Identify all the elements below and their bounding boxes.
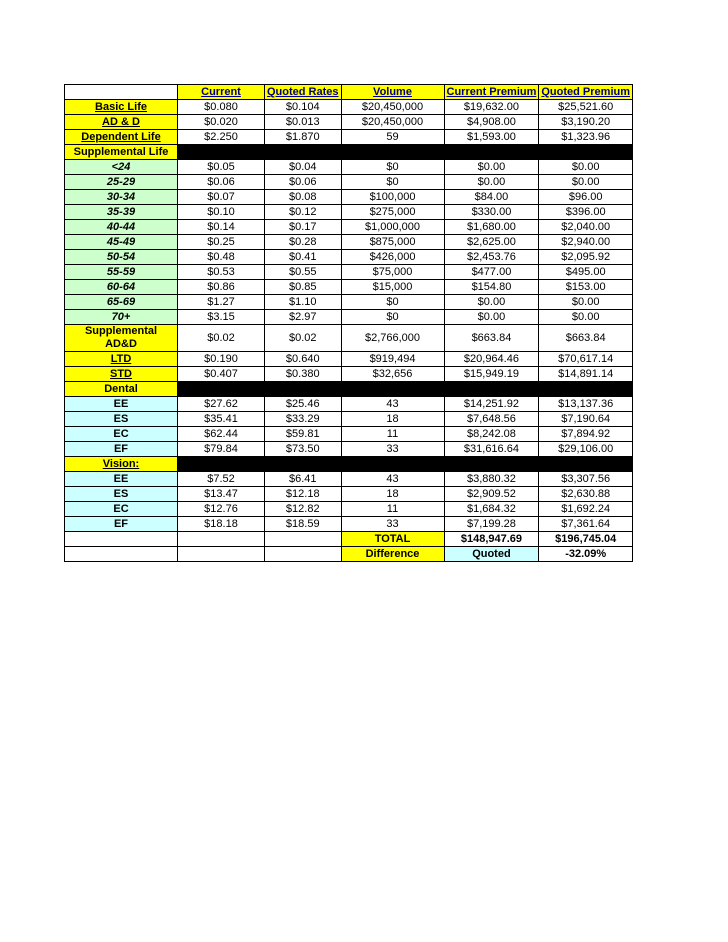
empty-cell	[65, 547, 178, 562]
row-label: ES	[65, 487, 178, 502]
rate-comparison-table	[64, 84, 633, 562]
section-bar	[178, 457, 633, 472]
quoted-rate: $33.29	[265, 412, 342, 427]
volume: $875,000	[341, 235, 444, 250]
row-label: STD	[65, 367, 178, 382]
current-rate: $7.52	[178, 472, 265, 487]
row-label: 40-44	[65, 220, 178, 235]
header-quoted-premium	[539, 85, 633, 100]
volume: 59	[341, 130, 444, 145]
difference-basis: Quoted	[444, 547, 539, 562]
quoted-premium: $0.00	[539, 295, 633, 310]
quoted-rate: $59.81	[265, 427, 342, 442]
current-rate: $0.05	[178, 160, 265, 175]
total-quoted-premium: $196,745.04	[539, 532, 633, 547]
volume: $0	[341, 310, 444, 325]
quoted-rate: $0.12	[265, 205, 342, 220]
quoted-rate: $0.17	[265, 220, 342, 235]
supplemental-life-row	[65, 250, 633, 265]
quoted-rate: $0.06	[265, 175, 342, 190]
section-bar	[178, 382, 633, 397]
disability-row	[65, 352, 633, 367]
section-label: Supplemental Life	[65, 145, 178, 160]
current-premium: $8,242.08	[444, 427, 539, 442]
row-label: EC	[65, 502, 178, 517]
current-premium: $1,684.32	[444, 502, 539, 517]
quoted-premium: $2,040.00	[539, 220, 633, 235]
vision-row	[65, 487, 633, 502]
quoted-premium: $153.00	[539, 280, 633, 295]
quoted-rate: $0.55	[265, 265, 342, 280]
empty-cell	[265, 547, 342, 562]
dental-row	[65, 412, 633, 427]
empty-cell	[265, 532, 342, 547]
header-row	[65, 85, 633, 100]
current-rate: $18.18	[178, 517, 265, 532]
supplemental-life-row	[65, 160, 633, 175]
dental-row	[65, 397, 633, 412]
current-premium: $4,908.00	[444, 115, 539, 130]
quoted-rate: $0.08	[265, 190, 342, 205]
current-premium: $3,880.32	[444, 472, 539, 487]
row-label: 45-49	[65, 235, 178, 250]
supplemental-life-row	[65, 295, 633, 310]
row-label	[65, 325, 178, 352]
quoted-premium: $7,190.64	[539, 412, 633, 427]
volume: 11	[341, 427, 444, 442]
header-quoted-rates-text: Quoted Rates	[267, 86, 339, 98]
row-label: EE	[65, 472, 178, 487]
header-current-premium-text: Current Premium	[446, 86, 537, 98]
current-rate: $0.06	[178, 175, 265, 190]
current-premium: $14,251.92	[444, 397, 539, 412]
supp-add-label-line2: AD&D	[105, 338, 137, 350]
volume: $0	[341, 295, 444, 310]
volume: 43	[341, 472, 444, 487]
quoted-rate: $0.28	[265, 235, 342, 250]
quoted-premium: $2,630.88	[539, 487, 633, 502]
volume: $100,000	[341, 190, 444, 205]
dental-header	[65, 382, 633, 397]
header-quoted-premium-text: Quoted Premium	[541, 86, 630, 98]
empty-cell	[178, 532, 265, 547]
row-label: 65-69	[65, 295, 178, 310]
supp-add-current: $0.02	[178, 325, 265, 352]
volume: $75,000	[341, 265, 444, 280]
current-rate: $0.190	[178, 352, 265, 367]
volume: $426,000	[341, 250, 444, 265]
current-rate: $0.020	[178, 115, 265, 130]
row-label: ES	[65, 412, 178, 427]
supplemental-life-row	[65, 220, 633, 235]
current-rate: $0.48	[178, 250, 265, 265]
supplemental-life-row	[65, 190, 633, 205]
current-rate: $0.407	[178, 367, 265, 382]
current-premium: $84.00	[444, 190, 539, 205]
section-label: Dental	[65, 382, 178, 397]
dental-row	[65, 427, 633, 442]
volume: 18	[341, 487, 444, 502]
row-label: EC	[65, 427, 178, 442]
supp-add-cur-prem: $663.84	[444, 325, 539, 352]
current-premium: $0.00	[444, 160, 539, 175]
current-premium: $477.00	[444, 265, 539, 280]
supplemental-life-row	[65, 265, 633, 280]
row-label: EE	[65, 397, 178, 412]
disability-row	[65, 367, 633, 382]
volume: 11	[341, 502, 444, 517]
current-rate: $0.25	[178, 235, 265, 250]
quoted-rate: $0.104	[265, 100, 342, 115]
current-rate: $0.10	[178, 205, 265, 220]
dental-row	[65, 442, 633, 457]
empty-cell	[65, 532, 178, 547]
quoted-premium: $0.00	[539, 310, 633, 325]
current-premium: $154.80	[444, 280, 539, 295]
current-rate: $35.41	[178, 412, 265, 427]
current-premium: $330.00	[444, 205, 539, 220]
quoted-premium: $0.00	[539, 175, 633, 190]
quoted-premium: $7,361.64	[539, 517, 633, 532]
quoted-premium: $29,106.00	[539, 442, 633, 457]
volume: $0	[341, 160, 444, 175]
quoted-premium: $495.00	[539, 265, 633, 280]
quoted-rate: $2.97	[265, 310, 342, 325]
row-label: Dependent Life	[65, 130, 178, 145]
quoted-rate: $1.10	[265, 295, 342, 310]
quoted-premium: $2,095.92	[539, 250, 633, 265]
current-premium: $7,648.56	[444, 412, 539, 427]
current-premium: $31,616.64	[444, 442, 539, 457]
current-premium: $2,625.00	[444, 235, 539, 250]
current-premium: $2,453.76	[444, 250, 539, 265]
quoted-premium: $25,521.60	[539, 100, 633, 115]
row-label: 50-54	[65, 250, 178, 265]
supp-add-volume: $2,766,000	[341, 325, 444, 352]
volume: 43	[341, 397, 444, 412]
quoted-premium: $2,940.00	[539, 235, 633, 250]
total-row	[65, 532, 633, 547]
current-premium: $2,909.52	[444, 487, 539, 502]
vision-row	[65, 502, 633, 517]
row-label: 25-29	[65, 175, 178, 190]
current-premium: $1,593.00	[444, 130, 539, 145]
row-label: AD & D	[65, 115, 178, 130]
volume: 33	[341, 517, 444, 532]
quoted-premium: $7,894.92	[539, 427, 633, 442]
quoted-rate: $6.41	[265, 472, 342, 487]
header-quoted-rates	[265, 85, 342, 100]
current-premium: $15,949.19	[444, 367, 539, 382]
volume: $275,000	[341, 205, 444, 220]
current-premium: $19,632.00	[444, 100, 539, 115]
current-rate: $1.27	[178, 295, 265, 310]
quoted-premium: $3,307.56	[539, 472, 633, 487]
empty-cell	[178, 547, 265, 562]
supplemental-life-row	[65, 280, 633, 295]
quoted-premium: $1,692.24	[539, 502, 633, 517]
vision-row	[65, 517, 633, 532]
current-premium: $7,199.28	[444, 517, 539, 532]
current-premium: $0.00	[444, 175, 539, 190]
quoted-premium: $13,137.36	[539, 397, 633, 412]
quoted-rate: $12.82	[265, 502, 342, 517]
quoted-rate: $1.870	[265, 130, 342, 145]
quoted-rate: $0.85	[265, 280, 342, 295]
volume: 33	[341, 442, 444, 457]
vision-header	[65, 457, 633, 472]
row-label: 35-39	[65, 205, 178, 220]
supp-add-quoted: $0.02	[265, 325, 342, 352]
header-current-premium	[444, 85, 539, 100]
current-rate: $0.86	[178, 280, 265, 295]
life-row	[65, 115, 633, 130]
life-row	[65, 100, 633, 115]
row-label: EF	[65, 517, 178, 532]
volume: $919,494	[341, 352, 444, 367]
current-rate: $3.15	[178, 310, 265, 325]
quoted-rate: $0.04	[265, 160, 342, 175]
volume: $20,450,000	[341, 115, 444, 130]
quoted-premium: $396.00	[539, 205, 633, 220]
quoted-premium: $3,190.20	[539, 115, 633, 130]
supplemental-life-row	[65, 310, 633, 325]
header-volume: Volume	[341, 85, 444, 100]
supplemental-life-header	[65, 145, 633, 160]
current-rate: $0.53	[178, 265, 265, 280]
header-current: Current	[178, 85, 265, 100]
supplemental-add-row	[65, 325, 633, 352]
current-rate: $0.080	[178, 100, 265, 115]
current-rate: $62.44	[178, 427, 265, 442]
row-label: 30-34	[65, 190, 178, 205]
current-premium: $0.00	[444, 295, 539, 310]
quoted-rate: $0.41	[265, 250, 342, 265]
quoted-premium: $1,323.96	[539, 130, 633, 145]
quoted-premium: $0.00	[539, 160, 633, 175]
current-rate: $12.76	[178, 502, 265, 517]
quoted-rate: $12.18	[265, 487, 342, 502]
volume: $32,656	[341, 367, 444, 382]
quoted-rate: $25.46	[265, 397, 342, 412]
quoted-premium: $70,617.14	[539, 352, 633, 367]
current-rate: $2.250	[178, 130, 265, 145]
difference-row	[65, 547, 633, 562]
row-label: EF	[65, 442, 178, 457]
quoted-premium: $14,891.14	[539, 367, 633, 382]
current-rate: $13.47	[178, 487, 265, 502]
row-label: 60-64	[65, 280, 178, 295]
volume: $1,000,000	[341, 220, 444, 235]
supp-add-quo-prem: $663.84	[539, 325, 633, 352]
current-rate: $27.62	[178, 397, 265, 412]
current-premium: $0.00	[444, 310, 539, 325]
total-label: TOTAL	[341, 532, 444, 547]
volume: $15,000	[341, 280, 444, 295]
row-label: Basic Life	[65, 100, 178, 115]
current-rate: $0.14	[178, 220, 265, 235]
row-label: 70+	[65, 310, 178, 325]
volume: 18	[341, 412, 444, 427]
row-label: <24	[65, 160, 178, 175]
quoted-premium: $96.00	[539, 190, 633, 205]
volume: $0	[341, 175, 444, 190]
supplemental-life-row	[65, 235, 633, 250]
total-current-premium: $148,947.69	[444, 532, 539, 547]
supplemental-life-row	[65, 175, 633, 190]
difference-label: Difference	[341, 547, 444, 562]
current-premium: $20,964.46	[444, 352, 539, 367]
supplemental-life-row	[65, 205, 633, 220]
volume: $20,450,000	[341, 100, 444, 115]
vision-row	[65, 472, 633, 487]
quoted-rate: $0.013	[265, 115, 342, 130]
supp-add-label-line1: Supplemental	[84, 325, 158, 337]
quoted-rate: $0.640	[265, 352, 342, 367]
current-rate: $0.07	[178, 190, 265, 205]
row-label: LTD	[65, 352, 178, 367]
quoted-rate: $18.59	[265, 517, 342, 532]
row-label: 55-59	[65, 265, 178, 280]
section-bar	[178, 145, 633, 160]
life-row	[65, 130, 633, 145]
quoted-rate: $73.50	[265, 442, 342, 457]
current-premium: $1,680.00	[444, 220, 539, 235]
difference-value: -32.09%	[539, 547, 633, 562]
quoted-rate: $0.380	[265, 367, 342, 382]
current-rate: $79.84	[178, 442, 265, 457]
section-label: Vision:	[65, 457, 178, 472]
